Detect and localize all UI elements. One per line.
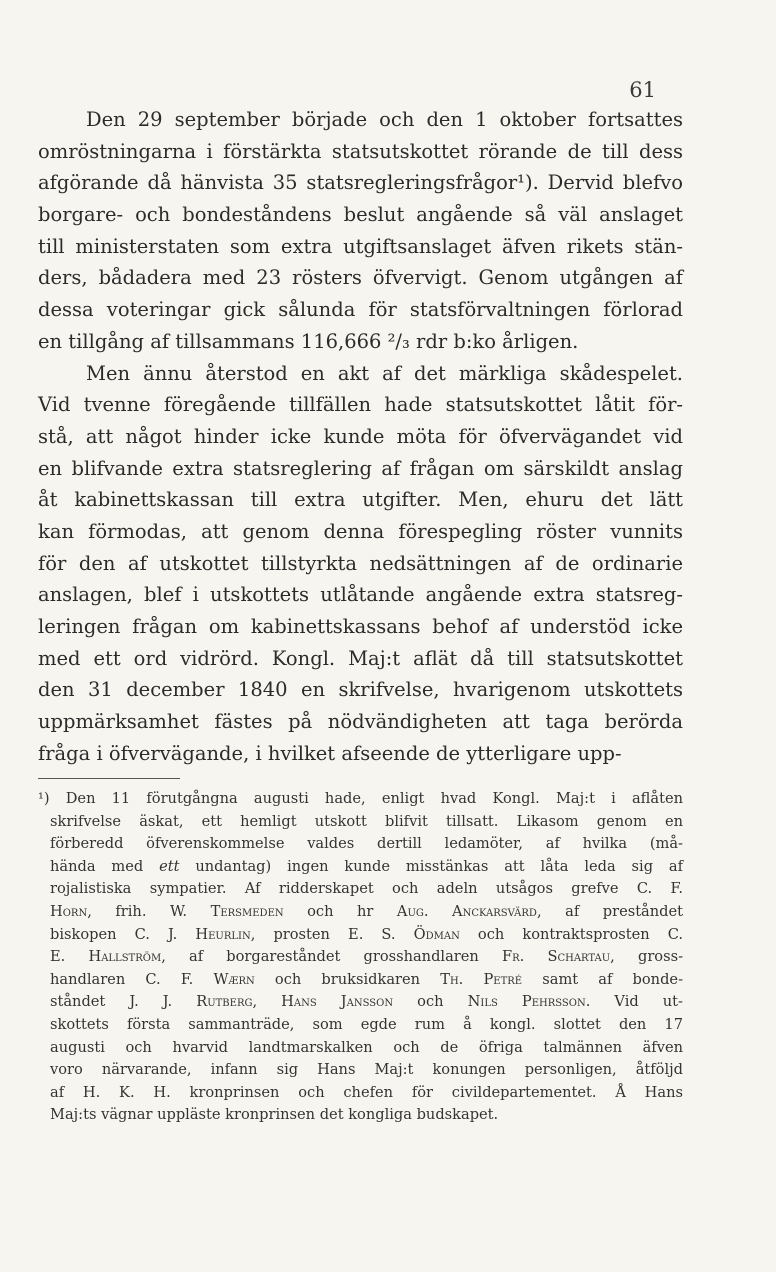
footnote-line: ¹) Den 11 förutgångna augusti hade, enligt hvad Kongl. Maj:t i aflåten [38, 790, 683, 807]
body-line: borgare- och bondeståndens beslut angående så väl anslaget [38, 203, 683, 227]
page-number: 61 [629, 78, 656, 102]
footnote-text: . Vid ut- [585, 993, 683, 1011]
footnote [38, 788, 684, 1127]
footnote-line: skrifvelse äskat, ett hemligt utskott blifvit tillsatt. Likasom genom en [50, 812, 683, 830]
body-line: åt kabinettskassan till extra utgifter. Men, ehuru det lätt [38, 488, 683, 512]
footnote-line [50, 991, 683, 1014]
footnote-line: voro närvarande, infann sig Hans Maj:t konungen personligen, åtföljd [50, 1061, 683, 1079]
footnote-name: Hallström [88, 948, 162, 966]
footnote-divider [38, 778, 180, 779]
footnote-name: Th. Petré [440, 970, 523, 988]
body-line: den 31 december 1840 en skrifvelse, hvarigenom utskottets [38, 678, 683, 702]
footnote-text: och hr [283, 902, 397, 920]
footnote-line: Maj:ts vägnar uppläste kronprinsen det kongliga budskapet. [50, 1106, 499, 1124]
footnote-name: Horn [50, 902, 88, 920]
footnote-line: rojalistiska sympatier. Af ridderskapet och adeln utsågos grefve C. F. [50, 880, 683, 898]
footnote-text: ståndet J. J. [50, 993, 197, 1011]
body-line: för den af utskottet tillstyrkta nedsättningen af de ordinarie [38, 551, 683, 575]
footnote-text: , af preståndet [536, 902, 683, 920]
footnote-name: Wærn [213, 970, 255, 988]
footnote-text: och kontraktsprosten C. [459, 925, 683, 943]
footnote-text: , frih. W. [87, 902, 211, 920]
footnote-name: Heurlin [195, 925, 251, 943]
footnote-text: biskopen C. J. [50, 925, 196, 943]
footnote-text: undantag) ingen kunde misstänkas att låta leda sig af [179, 857, 684, 875]
body-line: anslagen, blef i utskottets utlåtande angående extra statsreg- [38, 583, 683, 607]
body-line: med ett ord vidrörd. Kongl. Maj:t aflät då till statsutskottet [38, 646, 683, 670]
footnote-name: Fr. Schartau [501, 948, 611, 966]
footnote-text: , prosten E. S. [250, 925, 414, 943]
body-line: en tillgång af tillsammans 116,666 ²/₃ rdr b:ko årligen. [38, 329, 579, 353]
footnote-line: förberedd öfverenskommelse valdes dertill ledamöter, af hvilka (må- [50, 835, 683, 853]
footnote-line [50, 924, 683, 947]
footnote-name: Aug. Anckarsvärd [396, 902, 537, 920]
body-line: till ministerstaten som extra utgiftsanslaget äfven rikets stän- [38, 234, 683, 258]
footnote-emphasis: ett [159, 857, 180, 875]
body-line: uppmärksamhet fästes på nödvändigheten att taga berörda [38, 710, 683, 734]
footnote-text: och [393, 993, 468, 1011]
footnote-line: skottets första sammanträde, som egde rum å kongl. slottet den 17 [50, 1015, 683, 1033]
footnote-line: af H. K. H. kronprinsen och chefen för civildepartementet. Å Hans [50, 1083, 683, 1101]
footnote-line [50, 946, 683, 969]
body-line: stå, att något hinder icke kunde möta för öfvervägandet vid [38, 424, 683, 448]
footnote-name: Nils Pehrsson [467, 993, 586, 1011]
footnote-line [50, 901, 683, 924]
body-line: afgörande då hänvista 35 statsregleringsfrågor¹). Dervid blefvo [38, 171, 683, 195]
footnote-text: , af borgareståndet grosshandlaren [161, 948, 502, 966]
footnote-text: samt af bonde- [522, 970, 683, 988]
footnote-text: hända med [50, 857, 160, 875]
body-line: kan förmodas, att genom denna förespegling röster vunnits [38, 519, 683, 543]
body-line: en blifvande extra statsreglering af frågan om särskildt anslag [38, 456, 683, 480]
footnote-text: och bruksidkaren [254, 970, 441, 988]
body-line: omröstningarna i förstärkta statsutskottet rörande de till dess [38, 139, 683, 163]
footnote-text: handlaren C. F. [50, 970, 214, 988]
body-line: Vid tvenne föregående tillfällen hade statsutskottet låtit för- [38, 393, 683, 417]
footnote-line: augusti och hvarvid landtmarskalken och de öfriga talmännen äfven [50, 1038, 683, 1056]
body-line: leringen frågan om kabinettskassans behof af understöd icke [38, 615, 683, 638]
body-text [38, 104, 683, 769]
footnote-text: E. [50, 948, 89, 966]
body-line: fråga i öfvervägande, i hvilket afseende de ytterligare upp- [38, 741, 622, 765]
body-line: ders, bådadera med 23 rösters öfvervigt. Genom utgången af [38, 266, 683, 290]
body-line: dessa voteringar gick sålunda för statsförvaltningen förlorad [38, 298, 683, 322]
body-line: Den 29 september började och den 1 oktober fortsattes [86, 108, 683, 131]
footnote-name: Tersmeden [210, 902, 284, 920]
footnote-line [50, 856, 683, 879]
footnote-name: Rutberg, Hans Jansson [196, 993, 394, 1011]
body-line: Men ännu återstod en akt af det märkliga skådespelet. [86, 361, 683, 385]
footnote-name: Ödman [413, 925, 460, 943]
footnote-line [50, 969, 683, 992]
footnote-text: , gross- [610, 948, 683, 966]
